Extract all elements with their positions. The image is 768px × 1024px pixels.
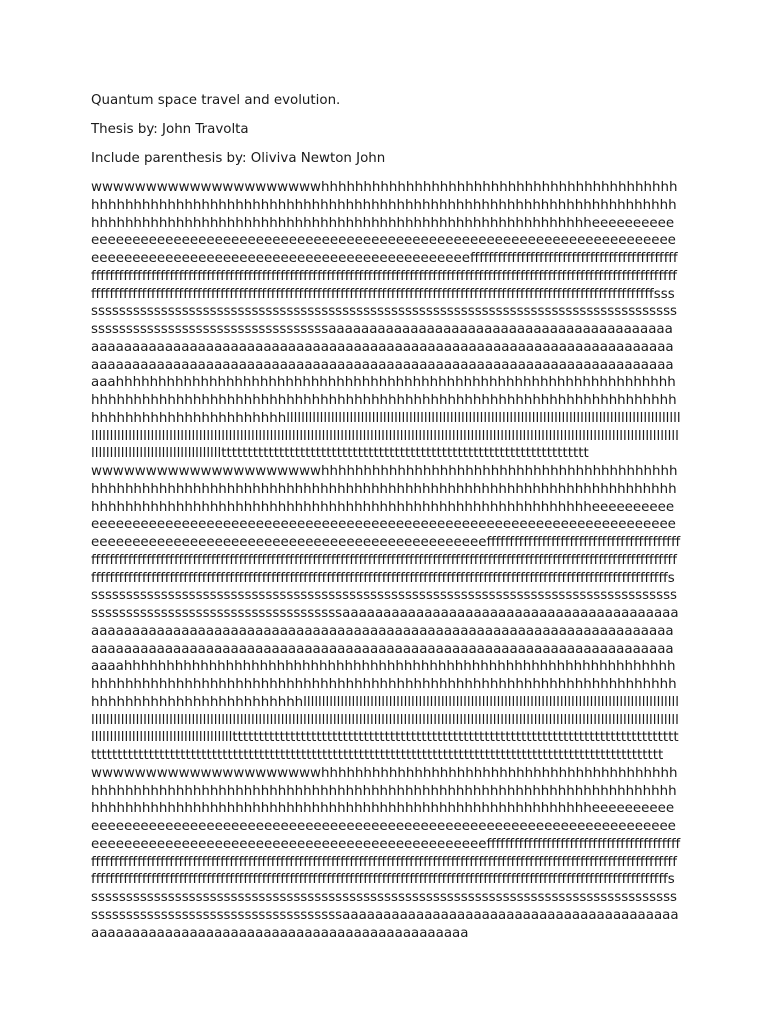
contributor-line: Include parenthesis by: Oliviva Newton John: [91, 151, 386, 166]
text-block: wwwwwwwwwwwwwwwwwwwwwhhhhhhhhhhhhhhhhhhhhhhhhhhhhhhhhhhhhhhhhhhhhhhhhhhhhhhhhhhhhhhhhhhhhhhhhhhhhhhhhhhhhhhhhhhhhhhhhhhhhhhhhhhhhhhhhhhhhhhhhhhhhhhhhhhhhhhhhhhhhhhhhhhhhhhhhhhhhhhhhhhhhhhhhhheeeeeeeeeeeeeeeeeeeeeeeeeeeeeeeeeeeeeeeeeeeeeeeeeeeeeeeeeeeeeeeeeeeeeeeeeeeeeeeeeeeeeeeeeeeeeeeeeeeeeeeeeeeeeeeeeeeeeeeeeeeeeeeeeffffffffffffffffffffffffffffffffffffffffffffffffffffffffffffffffffffffffffffffffffffffffffffffffffffffffffffffffffffffffffffffffffffffffffffffffffffffffffffffffffffffffffffffffffffffffffffffffffffffffffffffffffffffffffffffffffffffffffffffffffffffffffffffffffffffffffffffffffffffffffffffffffffffsssssssssssssssssssssssssssssssssssssssssssssssssssssssssssssssssssssssssssssssssssssssssssssssssssssssssssssssssssssssssaaaaaaaaaaaaaaaaaaaaaaaaaaaaaaaaaaaaaaaaaaaaaaaaaaaaaaaaaaaaaaaaaaaaaaaaaaaaaaaaaaaaaaaaaaaaaaaaaaaaaaaaaaaaaaaaaaaaaaaaaaaaaaaaaaaaaaaaaaaaaaaaaaaaaaaaaaaaaaaaaaaaaaaaaaaaaaaaaaaaaaaaaaahhhhhhhhhhhhhhhhhhhhhhhhhhhhhhhhhhhhhhhhhhhhhhhhhhhhhhhhhhhhhhhhhhhhhhhhhhhhhhhhhhhhhhhhhhhhhhhhhhhhhhhhhhhhhhhhhhhhhhhhhhhhhhhhhhhhhhhhhhhhhhhhhhhhhhhhhhhhhhhllllllllllllllllllllllllllllllllllllllllllllllllllllllllllllllllllllllllllllllllllllllllllllllllllllllllllllllllllllllllllllllllllllllllllllllllllllllllllllllllllllllllllllllllllllllllllllllllllllllllllllllllllllllllllllllllllllllllllllllllllllllllllllllllllllllllllllllllllllllllllllllllllllllllltttttttttttttttttttttttttttttttttttttttttttttttttttttttttttttttttttttttttttttttttttttttttttttttttttttttttttttttttttttttttttttttttttttttttttttttttttttttttttttttttttttttttttttttttttttttttttttttttt: [91, 464, 681, 763]
text-block: wwwwwwwwwwwwwwwwwwwwwhhhhhhhhhhhhhhhhhhhhhhhhhhhhhhhhhhhhhhhhhhhhhhhhhhhhhhhhhhhhhhhhhhhhhhhhhhhhhhhhhhhhhhhhhhhhhhhhhhhhhhhhhhhhhhhhhhhhhhhhhhhhhhhhhhhhhhhhhhhhhhhhhhhhhhhhhhhhhhhhhhhhhhhhhheeeeeeeeeeeeeeeeeeeeeeeeeeeeeeeeeeeeeeeeeeeeeeeeeeeeeeeeeeeeeeeeeeeeeeeeeeeeeeeeeeeeeeeeeeeeeeeeeeeeeeeeeeeeeeeeeeeeeeeeeeeeeeeeeffffffffffffffffffffffffffffffffffffffffffffffffffffffffffffffffffffffffffffffffffffffffffffffffffffffffffffffffffffffffffffffffffffffffffffffffffffffffffffffffffffffffffffffffffffffffffffffffffffffffffffffffffffffffffffffffffffffffffffffffffffffffffffffffffffffffffffffffffffffffffffffffffffffsssssssssssssssssssssssssssssssssssssssssssssssssssssssssssssssssssssssssssssssssssssssssssssssssssssssssssssssssssssssssaaaaaaaaaaaaaaaaaaaaaaaaaaaaaaaaaaaaaaaaaaaaaaaaaaaaaaaaaaaaaaaaaaaaaaaaaaaaaaaaaaaaaaa: [91, 765, 681, 941]
author-line: Thesis by: John Travolta: [91, 122, 249, 137]
document-page: [91, 92, 681, 942]
document-title: Quantum space travel and evolution.: [91, 93, 341, 108]
text-block: wwwwwwwwwwwwwwwwwwwwwhhhhhhhhhhhhhhhhhhhhhhhhhhhhhhhhhhhhhhhhhhhhhhhhhhhhhhhhhhhhhhhhhhhhhhhhhhhhhhhhhhhhhhhhhhhhhhhhhhhhhhhhhhhhhhhhhhhhhhhhhhhhhhhhhhhhhhhhhhhhhhhhhhhhhhhhhhhhhhhhhhhhhhhhhheeeeeeeeeeeeeeeeeeeeeeeeeeeeeeeeeeeeeeeeeeeeeeeeeeeeeeeeeeeeeeeeeeeeeeeeeeeeeeeeeeeeeeeeeeeeeeeeeeeeeeeeeeeeeeeeeeeeeeeeeeeeeeeffffffffffffffffffffffffffffffffffffffffffffffffffffffffffffffffffffffffffffffffffffffffffffffffffffffffffffffffffffffffffffffffffffffffffffffffffffffffffffffffffffffffffffffffffffffffffffffffffffffffffffffffffffffffffffffffffffffffffffffffffffffffffffffffffffffffffffffffffffffffffffffffffffffsssssssssssssssssssssssssssssssssssssssssssssssssssssssssssssssssssssssssssssssssssssssssssssssssssssssssssssssssssssssssaaaaaaaaaaaaaaaaaaaaaaaaaaaaaaaaaaaaaaaaaaaaaaaaaaaaaaaaaaaaaaaaaaaaaaaaaaaaaaaaaaaaaaaaaaaaaaaaaaaaaaaaaaaaaaaaaaaaaaaaaaaaaaaaaaaaaaaaaaaaaaaaaaaaaaaaaaaaaaaaaaaaaaaaaaaaaaaaaaaaaaaaaaahhhhhhhhhhhhhhhhhhhhhhhhhhhhhhhhhhhhhhhhhhhhhhhhhhhhhhhhhhhhhhhhhhhhhhhhhhhhhhhhhhhhhhhhhhhhhhhhhhhhhhhhhhhhhhhhhhhhhhhhhhhhhhhhhhhhhhhhhhhhhhhhhhhhhhhhhhhhhhllllllllllllllllllllllllllllllllllllllllllllllllllllllllllllllllllllllllllllllllllllllllllllllllllllllllllllllllllllllllllllllllllllllllllllllllllllllllllllllllllllllllllllllllllllllllllllllllllllllllllllllllllllllllllllllllllllllllllllllllllllllllllllllllllllllllllllllllllllllllllllllllllllllllllltttttttttttttttttttttttttttttttttttttttttttttttttttttttttttttttttttttt: [91, 180, 681, 462]
